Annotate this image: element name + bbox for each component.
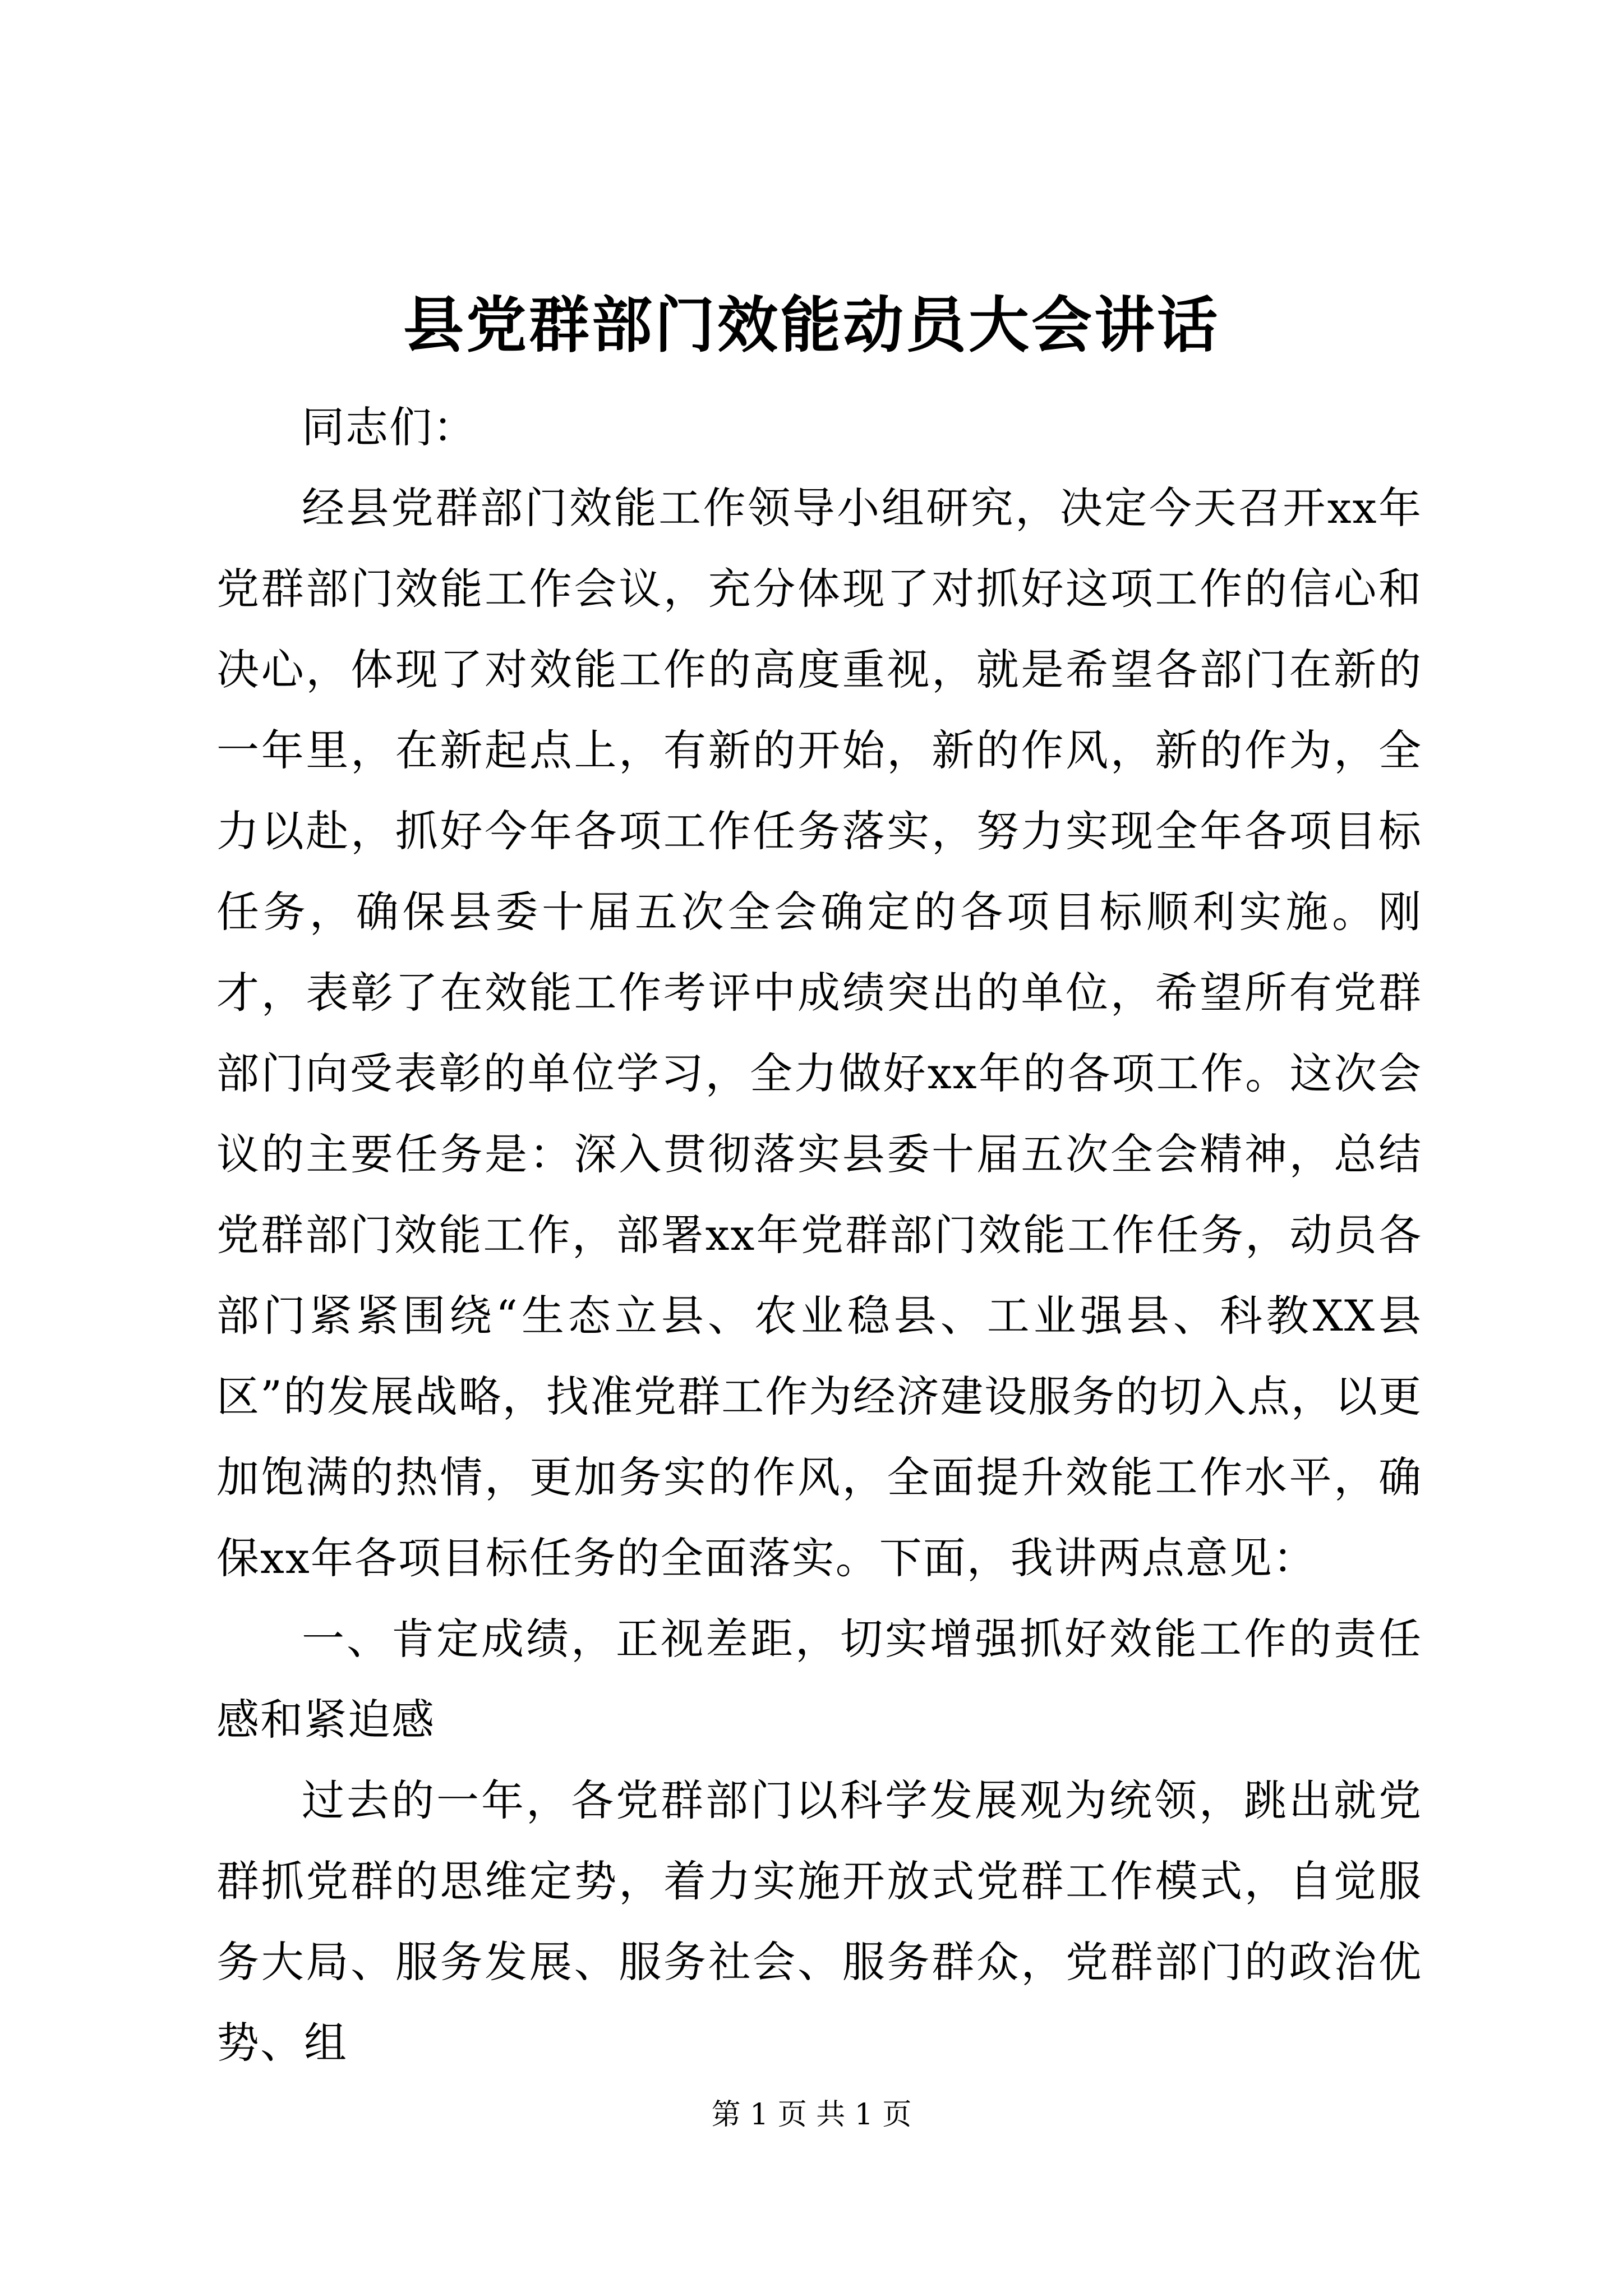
review-paragraph: 过去的一年，各党群部门以科学发展观为统领，跳出就党群抓党群的思维定势，着力实施开放式党群工作模式，自觉服务大局、服务发展、服务社会、服务群众，党群部门的政治优势、组 <box>216 1775 1422 2068</box>
document-title: 县党群部门效能动员大会讲话 <box>403 290 1220 361</box>
page-footer: 第 1 页 共 1 页 <box>711 2098 912 2132</box>
document-body <box>216 387 1422 2083</box>
salutation-paragraph: 同志们： <box>302 402 477 452</box>
intro-paragraph: 经县党群部门效能工作领导小组研究，决定今天召开xx年党群部门效能工作会议，充分体现了对抓好这项工作的信心和决心，体现了对效能工作的高度重视，就是希望各部门在新的一年里，在新起点上，有新的开始，新的作风，新的作为，全力以赴，抓好今年各项工作任务落实，努力实现全年各项目标任务，确保县委十届五次全会确定的各项目标顺利实施。刚才，表彰了在效能工作考评中成绩突出的单位，希望所有党群部门向受表彰的单位学习，全力做好xx年的各项工作。这次会议的主要任务是：深入贯彻落实县委十届五次全会精神，总结党群部门效能工作，部署xx年党群部门效能工作任务，动员各部门紧紧围绕“生态立县、农业稳县、工业强县、科教XX县区”的发展战略，找准党群工作为经济建设服务的切入点，以更加饱满的热情，更加务实的作风，全面提升效能工作水平，确保xx年各项目标任务的全面落实。下面，我讲两点意见： <box>216 483 1422 1583</box>
section-heading-paragraph: 一、肯定成绩，正视差距，切实增强抓好效能工作的责任感和紧迫感 <box>216 1614 1422 1745</box>
